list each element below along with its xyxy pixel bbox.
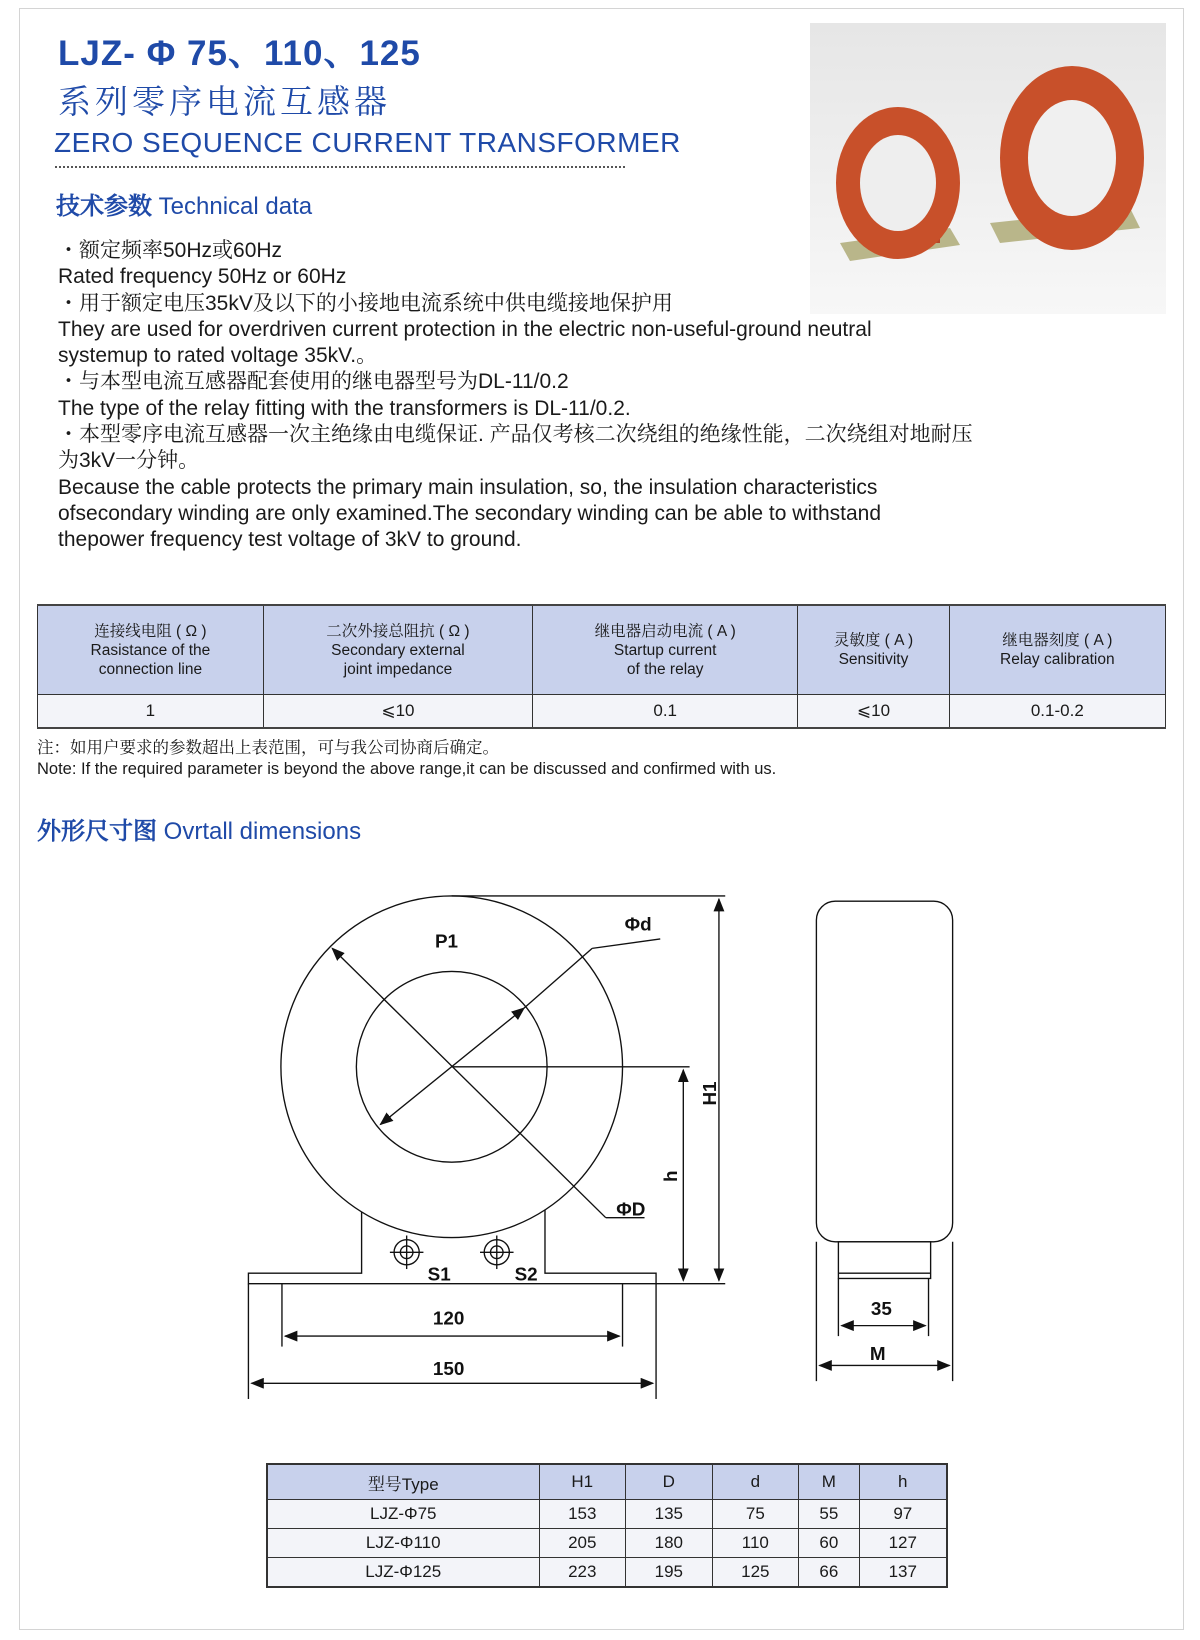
header-cell: 灵敏度 ( A ) Sensitivity <box>798 605 949 695</box>
label-h1: H1 <box>698 1081 720 1106</box>
tech-line: Because the cable protects the primary main insulation, so, the insulation characteristics <box>58 475 878 499</box>
tech-line: ・与本型电流互感器配套使用的继电器型号为DL-11/0.2 <box>58 370 569 394</box>
note-cn: 注：如用户要求的参数超出上表范围，可与我公司协商后确定。 <box>37 739 499 757</box>
cell: 205 <box>539 1529 626 1558</box>
note-en: Note: If the required parameter is beyond the above range,it can be discussed and confirmed with us. <box>37 760 777 778</box>
label-s1: S1 <box>427 1263 451 1285</box>
technical-heading-cn: 技术参数 <box>56 192 152 220</box>
cell: 137 <box>859 1558 947 1588</box>
tech-line: The type of the relay fitting with the transformers is DL-11/0.2. <box>58 396 631 420</box>
dimensions-heading-en: Ovrtall dimensions <box>163 818 362 845</box>
table-row <box>267 1500 947 1529</box>
tech-line: ・本型零序电流互感器一次主绝缘由电缆保证. 产品仅考核二次绕组的绝缘性能，二次绕组对地耐压 <box>58 423 973 447</box>
header-cell: D <box>626 1464 713 1500</box>
cell: LJZ-Φ75 <box>267 1500 539 1529</box>
tech-line: They are used for overdriven current protection in the electric non-useful-ground neutral <box>58 317 872 341</box>
cell: 97 <box>859 1500 947 1529</box>
table-header-row <box>267 1464 947 1500</box>
header-cell: 二次外接总阻抗 ( Ω ) Secondary external joint impedance <box>263 605 532 695</box>
label-150: 150 <box>432 1357 465 1379</box>
label-35: 35 <box>870 1298 892 1320</box>
header-cell: 型号Type <box>267 1464 539 1500</box>
label-m: M <box>869 1343 886 1365</box>
cell: 180 <box>626 1529 713 1558</box>
header-cell: 继电器刻度 ( A ) Relay calibration <box>949 605 1165 695</box>
label-d-small: Φd <box>624 913 652 935</box>
header-cell: d <box>712 1464 799 1500</box>
header-cell: 继电器启动电流 ( A ) Startup current of the relay <box>533 605 798 695</box>
cell: LJZ-Φ110 <box>267 1529 539 1558</box>
cell: 127 <box>859 1529 947 1558</box>
cell: ⩽10 <box>798 695 949 729</box>
en-title: ZERO SEQUENCE CURRENT TRANSFORMER <box>54 127 681 158</box>
cell: 1 <box>38 695 264 729</box>
tech-line: ・用于额定电压35kV及以下的小接地电流系统中供电缆接地保护用 <box>58 291 673 315</box>
label-p1: P1 <box>434 930 459 952</box>
label-d-big: ΦD <box>616 1198 646 1220</box>
cell: 66 <box>799 1558 859 1588</box>
size-table <box>266 1463 948 1588</box>
cell: 0.1-0.2 <box>949 695 1165 729</box>
cell: 110 <box>712 1529 799 1558</box>
dimensions-heading-cn: 外形尺寸图 <box>37 817 157 845</box>
table-row <box>267 1558 947 1588</box>
cell: 0.1 <box>533 695 798 729</box>
cell: 55 <box>799 1500 859 1529</box>
header-cell: 连接线电阻 ( Ω ) Rasistance of the connection line <box>38 605 264 695</box>
cell: 223 <box>539 1558 626 1588</box>
header-cell: h <box>859 1464 947 1500</box>
label-h: h <box>660 1170 682 1183</box>
header-cell: H1 <box>539 1464 626 1500</box>
technical-heading-en: Technical data <box>158 193 313 220</box>
cell: 60 <box>799 1529 859 1558</box>
cn-title: 系列零序电流互感器 <box>58 82 391 121</box>
tech-line: 为3kV一分钟。 <box>58 449 200 473</box>
table-row <box>267 1529 947 1558</box>
header-cell: M <box>799 1464 859 1500</box>
cell: ⩽10 <box>263 695 532 729</box>
cell: 135 <box>626 1500 713 1529</box>
tech-line: Rated frequency 50Hz or 60Hz <box>58 265 347 289</box>
cell: LJZ-Φ125 <box>267 1558 539 1588</box>
model-title: LJZ- Φ 75、110、125 <box>58 34 421 73</box>
cell: 125 <box>712 1558 799 1588</box>
label-120: 120 <box>432 1307 465 1329</box>
tech-line: systemup to rated voltage 35kV.。 <box>58 344 378 368</box>
tech-line: thepower frequency test voltage of 3kV to ground. <box>58 528 522 552</box>
label-s2: S2 <box>514 1263 538 1285</box>
tech-line: ・额定频率50Hz或60Hz <box>58 239 283 262</box>
tech-line: ofsecondary winding are only examined.The secondary winding can be able to withstand <box>58 501 881 525</box>
cell: 153 <box>539 1500 626 1529</box>
cell: 75 <box>712 1500 799 1529</box>
front-view <box>248 896 725 1399</box>
cell: 195 <box>626 1558 713 1588</box>
